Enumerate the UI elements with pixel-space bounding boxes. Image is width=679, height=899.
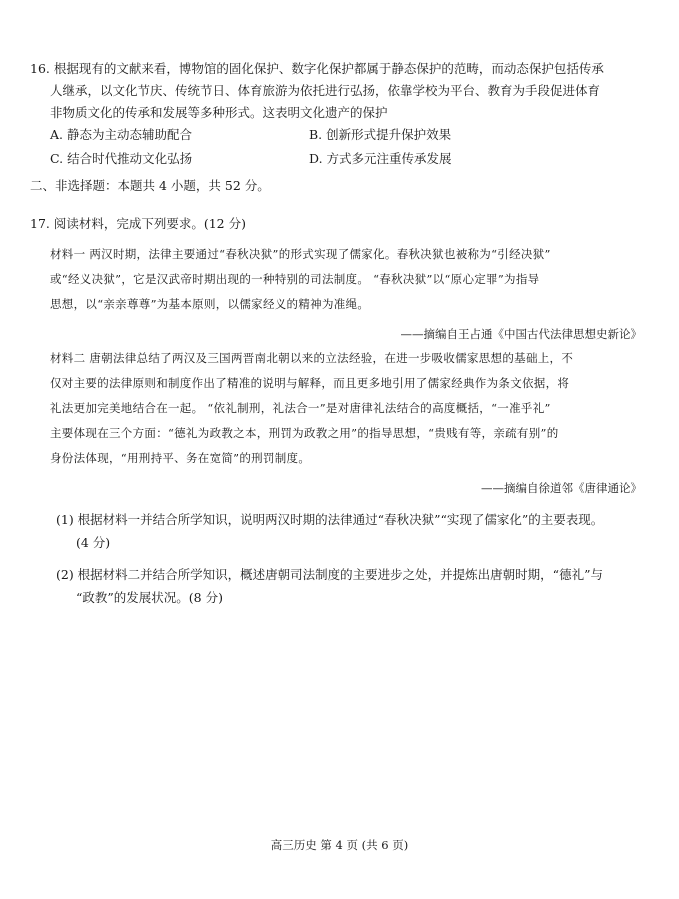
material-2-line-4: 主要体现在三个方面：“德礼为政教之本，刑罚为政教之用”的指导思想，“贵贱有等，亲疏有别”的	[50, 426, 559, 440]
material-2-line-1: 材料二 唐朝法律总结了两汉及三国两晋南北朝以来的立法经验，在进一步吸收儒家思想的基础上，不	[50, 351, 574, 365]
q16-option-d: D. 方式多元注重传承发展	[309, 151, 452, 166]
q16-stem-line-2: 人继承，以文化节庆、传统节日、体育旅游为依托进行弘扬，依靠学校为平台、教育为手段促进体育	[50, 83, 601, 98]
page-footer: 高三历史 第 4 页 (共 6 页)	[270, 838, 409, 852]
material-2-line-3: 礼法更加完美地结合在一起。 “依礼制刑，礼法合一”是对唐律礼法结合的高度概括，“一准乎礼”	[50, 401, 551, 415]
q16-options	[50, 124, 610, 172]
material-1-line-3: 思想，以“亲亲尊尊”为基本原则，以儒家经义的精神为准绳。	[50, 297, 370, 311]
q16-stem-line-1: 16. 根据现有的文献来看，博物馆的固化保护、数字化保护都属于静态保护的范畴，而动态保护包括传承	[30, 61, 604, 76]
material-1	[50, 242, 642, 317]
material-1-source: ——摘编自王占通《中国古代法律思想史新论》	[400, 327, 642, 341]
sub1-line-2: (4 分)	[76, 535, 111, 550]
material-2-line-2: 仅对主要的法律原则和制度作出了精准的说明与解释，而且更多地引用了儒家经典作为条文依据，将	[50, 376, 570, 390]
material-1-line-2: 或“经义决狱”，它是汉武帝时期出现的一种特别的司法制度。 “春秋决狱”以“原心定罪”为指导	[50, 272, 540, 286]
q16-option-b: B. 创新形式提升保护效果	[309, 127, 452, 142]
question-16	[30, 58, 650, 124]
sub2-line-2: “政教”的发展状况。(8 分)	[76, 590, 223, 605]
material-1-line-1: 材料一 两汉时期，法律主要通过“春秋决狱”的形式实现了儒家化。春秋决狱也被称为“引经决狱”	[50, 247, 551, 261]
sub2-line-1: (2) 根据材料二并结合所学知识，概述唐朝司法制度的主要进步之处，并提炼出唐朝时期，“德礼”与	[56, 567, 603, 582]
question-17-title: 17. 阅读材料，完成下列要求。(12 分)	[30, 216, 246, 231]
question-17-sub-2	[56, 563, 656, 609]
material-2-source: ——摘编自徐道邻《唐律通论》	[481, 481, 642, 495]
q16-option-a: A. 静态为主动态辅助配合	[50, 127, 192, 142]
question-17-sub-1	[56, 508, 656, 554]
sub1-line-1: (1) 根据材料一并结合所学知识，说明两汉时期的法律通过“春秋决狱”“实现了儒家化”的主要表现。	[56, 512, 604, 527]
material-2	[50, 346, 642, 471]
section-2-heading: 二、非选择题：本题共 4 小题，共 52 分。	[30, 178, 270, 193]
material-2-line-5: 身份法体现，“用刑持平、务在宽简”的刑罚制度。	[50, 451, 311, 465]
q16-stem-line-3: 非物质文化的传承和发展等多种形式。这表明文化遗产的保护	[50, 105, 388, 120]
q16-option-c: C. 结合时代推动文化弘扬	[50, 151, 193, 166]
